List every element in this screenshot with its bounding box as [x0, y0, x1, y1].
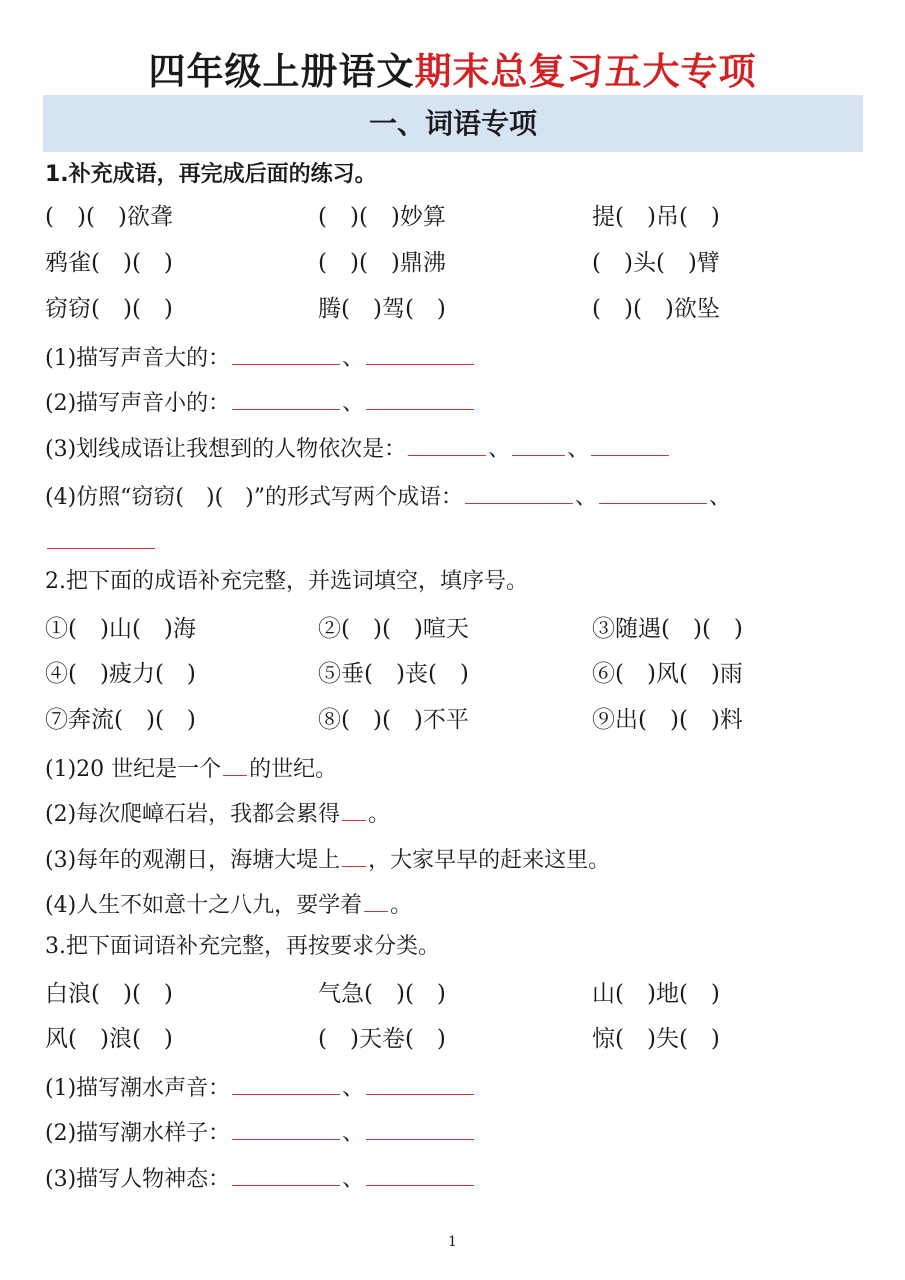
- idiom-cell: 腾( )驾( ): [318, 296, 446, 322]
- answer-blank[interactable]: [342, 794, 366, 821]
- answer-blank[interactable]: [512, 429, 565, 456]
- idiom-cell: ⑤垂( )丧( ): [318, 661, 469, 687]
- q1-task-3: [45, 429, 671, 468]
- answer-blank[interactable]: [599, 477, 707, 504]
- separator: 、: [342, 1121, 365, 1146]
- q3-row-2: [0, 1021, 905, 1057]
- idiom-cell: ④( )疲力( ): [45, 661, 196, 687]
- sentence-text: ，大家早早的赶来这里。: [368, 848, 611, 873]
- idiom-cell: 惊( )失( ): [592, 1026, 720, 1052]
- q1-task-4-continued: [45, 522, 157, 561]
- title-part-black: 四年级上册语文: [148, 50, 415, 93]
- idiom-cell: 山( )地( ): [592, 981, 720, 1007]
- answer-blank[interactable]: [232, 1113, 340, 1140]
- answer-blank[interactable]: [232, 338, 340, 365]
- q1-task-2: [45, 383, 476, 422]
- q1-row-1: [0, 199, 905, 235]
- sentence-text: 的世纪。: [249, 757, 338, 782]
- page-number: 1: [448, 1234, 457, 1250]
- answer-blank[interactable]: [408, 429, 486, 456]
- idiom-cell: ①( )山( )海: [45, 616, 196, 642]
- answer-blank[interactable]: [232, 1068, 340, 1095]
- idiom-cell: ⑥( )风( )雨: [592, 661, 743, 687]
- idiom-cell: 风( )浪( ): [45, 1026, 173, 1052]
- q2-heading: 2.把下面的成语补充完整，并选词填空，填序号。: [45, 569, 528, 594]
- answer-blank[interactable]: [366, 1068, 474, 1095]
- answer-blank[interactable]: [366, 1113, 474, 1140]
- q2-sentence-1: [45, 749, 337, 788]
- answer-blank[interactable]: [47, 522, 155, 549]
- q3-task-2: [45, 1113, 476, 1152]
- idiom-cell: ( )头( )臂: [592, 250, 720, 276]
- q2-row-1: [0, 611, 905, 647]
- task-label: (1)描写潮水声音：: [45, 1076, 231, 1101]
- q1-row-3: [0, 291, 905, 327]
- separator: 、: [709, 485, 732, 510]
- answer-blank[interactable]: [591, 429, 669, 456]
- title-part-red: 期末总复习五大专项: [414, 50, 757, 93]
- q3-task-1: [45, 1068, 476, 1107]
- idiom-cell: 气急( )( ): [318, 981, 446, 1007]
- idiom-cell: ②( )( )喧天: [318, 616, 469, 642]
- sentence-text: 。: [390, 893, 413, 918]
- q3-task-3: [45, 1159, 476, 1198]
- separator: 、: [342, 391, 365, 416]
- idiom-cell: ⑦奔流( )( ): [45, 707, 196, 733]
- separator: 、: [342, 346, 365, 371]
- section-title: 一、词语专项: [43, 95, 863, 152]
- q1-task-4: [45, 477, 731, 516]
- q2-sentence-2: [45, 794, 390, 833]
- sentence-text: (4)人生不如意十之八九，要学着: [45, 893, 363, 918]
- idiom-cell: 白浪( )( ): [45, 981, 173, 1007]
- answer-blank[interactable]: [232, 1159, 340, 1186]
- task-label: (2)描写声音小的：: [45, 391, 231, 416]
- answer-blank[interactable]: [366, 338, 474, 365]
- q3-heading: 3.把下面词语补充完整，再按要求分类。: [45, 934, 440, 959]
- separator: 、: [342, 1076, 365, 1101]
- task-label: (2)描写潮水样子：: [45, 1121, 231, 1146]
- idiom-cell: ⑧( )( )不平: [318, 707, 469, 733]
- q1-task-1: [45, 338, 476, 377]
- idiom-cell: ( )( )欲聋: [45, 204, 173, 230]
- idiom-cell: ( )天卷( ): [318, 1026, 446, 1052]
- idiom-cell: 窃窃( )( ): [45, 296, 173, 322]
- sentence-text: (2)每次爬嶂石岩，我都会累得: [45, 802, 341, 827]
- sentence-text: 。: [368, 802, 391, 827]
- page-title: [0, 42, 905, 102]
- answer-blank[interactable]: [223, 749, 247, 776]
- answer-blank[interactable]: [342, 840, 366, 867]
- sentence-text: (3)每年的观潮日，海塘大堤上: [45, 848, 341, 873]
- separator: 、: [488, 437, 511, 462]
- idiom-cell: ( )( )欲坠: [592, 296, 720, 322]
- q2-sentence-4: [45, 885, 412, 924]
- q2-row-3: [0, 702, 905, 738]
- answer-blank[interactable]: [232, 383, 340, 410]
- idiom-cell: ③随遇( )( ): [592, 616, 743, 642]
- task-label: (4)仿照“窃窃( )( )”的形式写两个成语：: [45, 485, 463, 510]
- idiom-cell: 提( )吊( ): [592, 204, 720, 230]
- q1-heading: 1.补充成语，再完成后面的练习。: [45, 162, 377, 187]
- answer-blank[interactable]: [465, 477, 573, 504]
- idiom-cell: ( )( )鼎沸: [318, 250, 446, 276]
- q2-sentence-3: [45, 840, 610, 879]
- answer-blank[interactable]: [364, 885, 388, 912]
- idiom-cell: 鸦雀( )( ): [45, 250, 173, 276]
- task-label: (1)描写声音大的：: [45, 346, 231, 371]
- answer-blank[interactable]: [366, 1159, 474, 1186]
- q1-row-2: [0, 245, 905, 281]
- idiom-cell: ( )( )妙算: [318, 204, 446, 230]
- answer-blank[interactable]: [366, 383, 474, 410]
- q3-row-1: [0, 976, 905, 1012]
- separator: 、: [342, 1167, 365, 1192]
- task-label: (3)划线成语让我想到的人物依次是：: [45, 437, 407, 462]
- task-label: (3)描写人物神态：: [45, 1167, 231, 1192]
- separator: 、: [567, 437, 590, 462]
- sentence-text: (1)20 世纪是一个: [45, 757, 222, 782]
- separator: 、: [575, 485, 598, 510]
- q2-row-2: [0, 656, 905, 692]
- idiom-cell: ⑨出( )( )料: [592, 707, 743, 733]
